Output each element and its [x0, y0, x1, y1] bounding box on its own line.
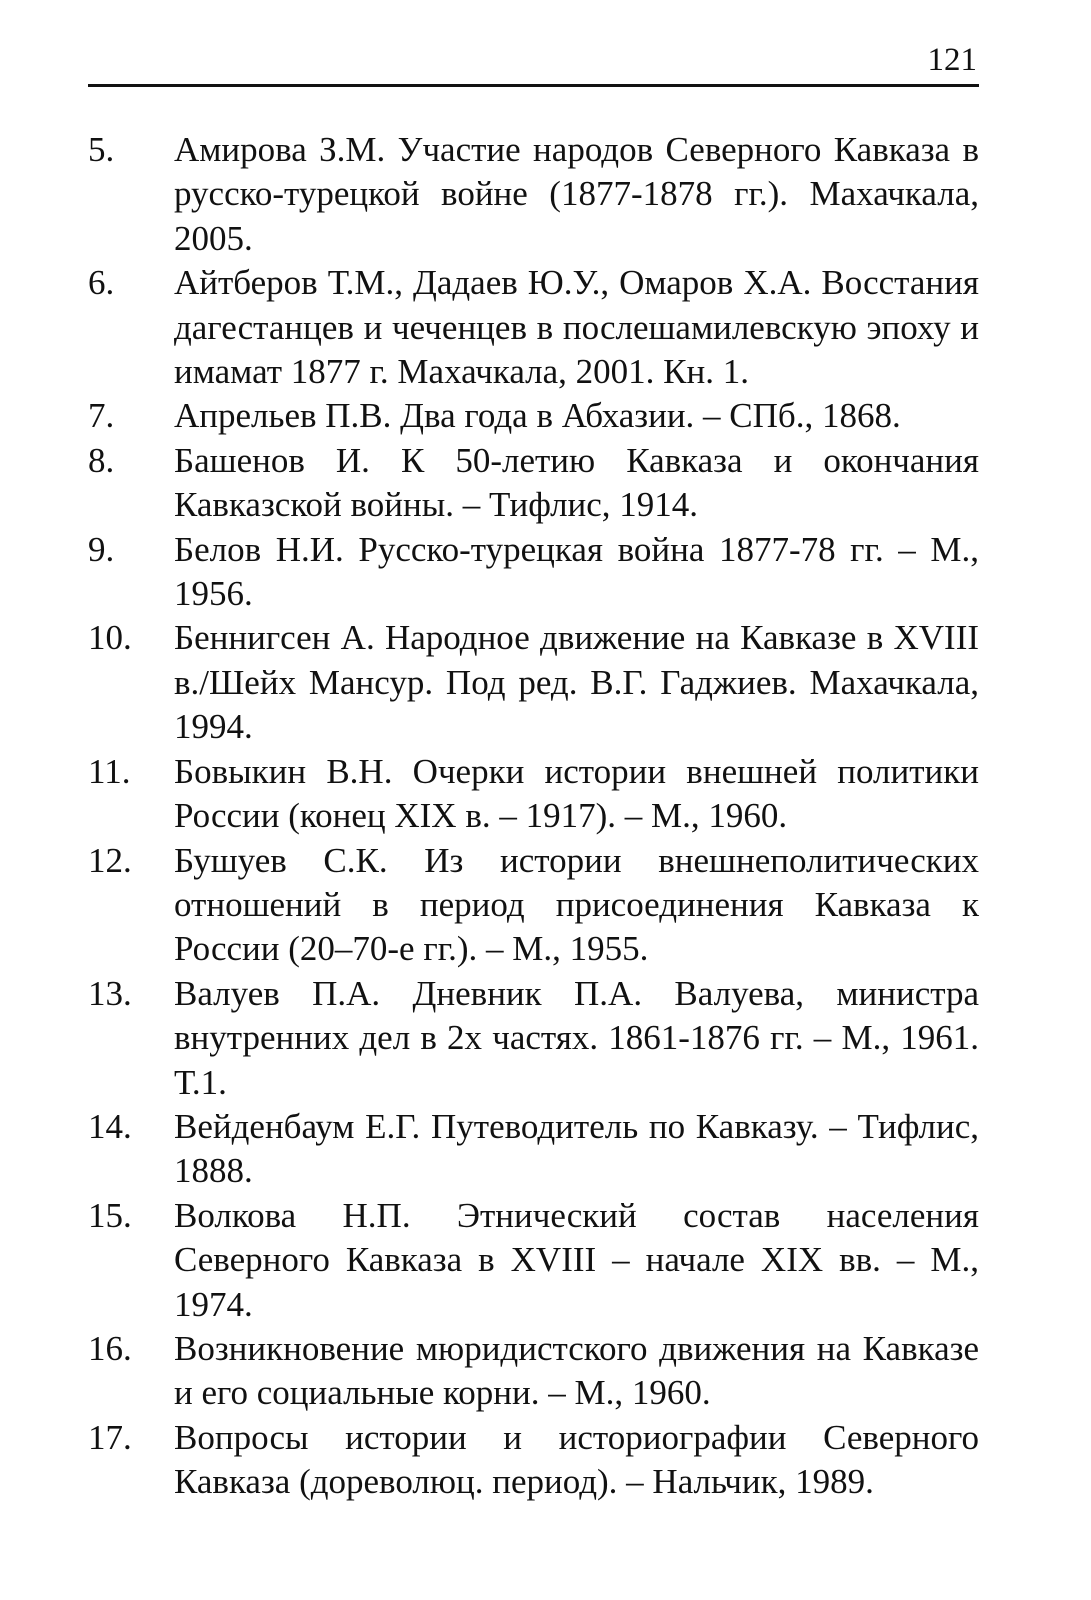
entry-number: 15. [88, 1195, 132, 1235]
entry-text: Амирова З.М. Участие народов Северного Кавказа в русско-турецкой войне (1877-1878 гг.). Махачкала, 2005. [174, 130, 979, 258]
page-number: 121 [927, 42, 977, 78]
bibliography-entry [88, 839, 979, 972]
page-header [88, 30, 979, 87]
bibliography-entry [88, 1327, 979, 1416]
entry-text: Айтберов Т.М., Дадаев Ю.У., Омаров Х.А. Восстания дагестанцев и чеченцев в послешамилевскую эпоху и имамат 1877 г. Махачкала, 2001. Кн. 1. [174, 263, 979, 392]
entry-text: Башенов И. К 50-летию Кавказа и окончания Кавказской войны. – Тифлис, 1914. [174, 440, 979, 525]
entry-number: 10. [88, 618, 132, 658]
bibliography-entry [88, 439, 979, 528]
bibliography-entry [88, 750, 979, 839]
entry-number: 16. [88, 1328, 132, 1368]
entry-text: Волкова Н.П. Этнический состав населения Северного Кавказа в XVIII – начале XIX вв. – М., 1974. [174, 1195, 979, 1324]
entry-text: Вейденбаум Е.Г. Путеводитель по Кавказу. – Тифлис, 1888. [174, 1106, 979, 1191]
entry-number: 11. [88, 751, 131, 791]
entry-number: 7. [88, 396, 115, 436]
bibliography-entry [88, 128, 979, 261]
bibliography-entry [88, 616, 979, 749]
entry-number: 13. [88, 973, 132, 1013]
entry-text: Бушуев С.К. Из истории внешнеполитических отношений в период присоединения Кавказа к России (20–70-е гг.). – М., 1955. [174, 840, 979, 969]
entry-number: 17. [88, 1417, 132, 1457]
entry-number: 6. [88, 263, 115, 303]
entry-number: 12. [88, 840, 132, 880]
entry-number: 5. [88, 130, 115, 169]
entry-text: Апрельев П.В. Два года в Абхазии. – СПб., 1868. [174, 396, 901, 436]
entry-text: Валуев П.А. Дневник П.А. Валуева, министра внутренних дел в 2х частях. 1861-1876 гг. – М., 1961. Т.1. [174, 973, 979, 1102]
entry-text: Вопросы истории и историографии Северного Кавказа (дореволюц. период). – Нальчик, 1989. [174, 1417, 979, 1502]
entry-text: Белов Н.И. Русско-турецкая война 1877-78 гг. – М., 1956. [174, 529, 979, 614]
entry-text: Беннигсен А. Народное движение на Кавказе в XVIII в./Шейх Мансур. Под ред. В.Г. Гаджиев. Махачкала, 1994. [174, 618, 979, 747]
bibliography-entry [88, 1105, 979, 1194]
bibliography-list [88, 128, 979, 1505]
bibliography-entry [88, 394, 979, 438]
entry-text: Бовыкин В.Н. Очерки истории внешней политики России (конец XIX в. – 1917). – М., 1960. [174, 751, 979, 836]
entry-text: Возникновение мюридистского движения на Кавказе и его социальные корни. – М., 1960. [174, 1328, 979, 1413]
bibliography-entry [88, 261, 979, 394]
bibliography-entry [88, 972, 979, 1105]
entry-number: 8. [88, 440, 115, 480]
bibliography-entry [88, 528, 979, 617]
bibliography-entry [88, 1416, 979, 1505]
entry-number: 9. [88, 529, 115, 569]
bibliography-entry [88, 1194, 979, 1327]
entry-number: 14. [88, 1106, 132, 1146]
